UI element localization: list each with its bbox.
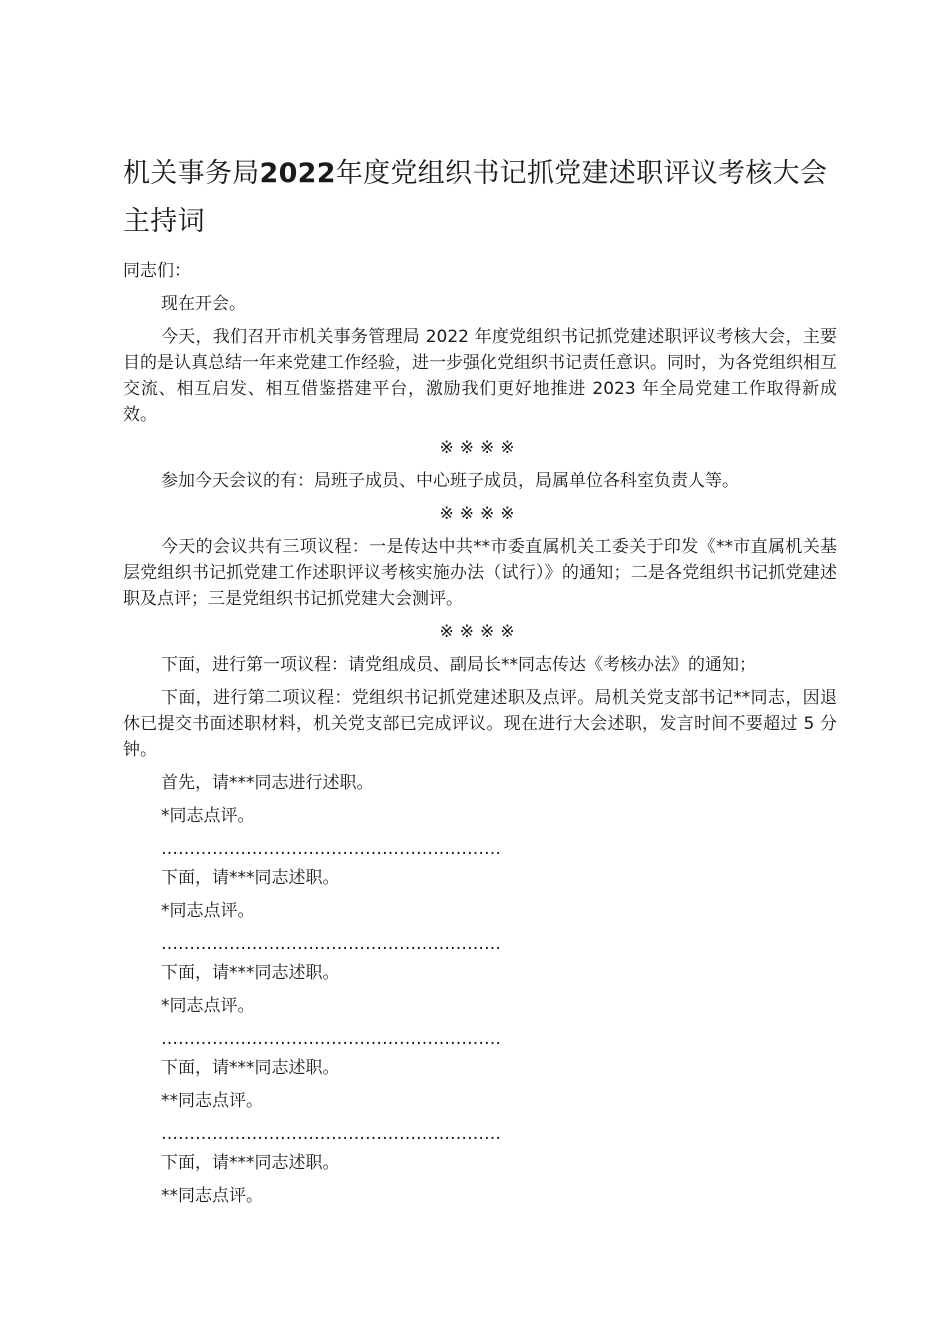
paragraph-attendees: 参加今天会议的有：局班子成员、中心班子成员，局属单位各科室负责人等。: [161, 471, 739, 491]
separator: ※※※※: [439, 438, 521, 458]
line-comment: *同志点评。: [161, 806, 255, 826]
title-part1: 机关事务局: [123, 158, 260, 189]
ellipsis-line: ……………………………………………………: [161, 934, 501, 954]
line-next: 下面，请***同志述职。: [161, 868, 340, 888]
paragraph-item1: 下面，进行第一项议程：请党组成员、副局长**同志传达《考核办法》的通知；: [161, 655, 756, 675]
ellipsis-line: ……………………………………………………: [161, 1029, 501, 1049]
separator: ※※※※: [439, 504, 521, 524]
title-year: 2022: [259, 158, 336, 189]
paragraph-item2: 下面，进行第二项议程：党组织书记抓党建述职及点评。局机关党支部书记**同志，因退休已提交书面述职材料，机关党支部已完成评议。现在进行大会述职，发言时间不要超过 5 分钟。: [123, 688, 837, 760]
line-first: 首先，请***同志进行述职。: [161, 773, 374, 793]
line-comment: **同志点评。: [161, 1091, 263, 1111]
line-comment: *同志点评。: [161, 996, 255, 1016]
line-next: 下面，请***同志述职。: [161, 963, 340, 983]
separator: ※※※※: [439, 622, 521, 642]
document-title: [123, 150, 837, 246]
greeting: 同志们：: [123, 261, 191, 281]
line-next: 下面，请***同志述职。: [161, 1058, 340, 1078]
line-comment: *同志点评。: [161, 901, 255, 921]
line-comment: **同志点评。: [161, 1186, 263, 1206]
paragraph-agenda: 今天的会议共有三项议程：一是传达中共**市委直属机关工委关于印发《**市直属机关基层党组织书记抓党建工作述职评议考核实施办法（试行）》的通知；二是各党组织书记抓党建述职及点评；三是党组织书记抓党建大会测评。: [123, 537, 837, 609]
paragraph-intro: 今天，我们召开市机关事务管理局 2022 年度党组织书记抓党建述职评议考核大会，主要目的是认真总结一年来党建工作经验，进一步强化党组织书记责任意识。同时，为各党组织相互交流、相互启发、相互借鉴搭建平台，激励我们更好地推进 2023 年全局党建工作取得新成效。: [123, 327, 837, 425]
paragraph-open: 现在开会。: [161, 294, 246, 314]
line-next: 下面，请***同志述职。: [161, 1153, 340, 1173]
document-body: [123, 150, 837, 1216]
title-part2: 年度党组织书记抓党建述职评议考核大会主持词: [123, 158, 828, 237]
ellipsis-line: ……………………………………………………: [161, 1124, 501, 1144]
ellipsis-line: ……………………………………………………: [161, 839, 501, 859]
